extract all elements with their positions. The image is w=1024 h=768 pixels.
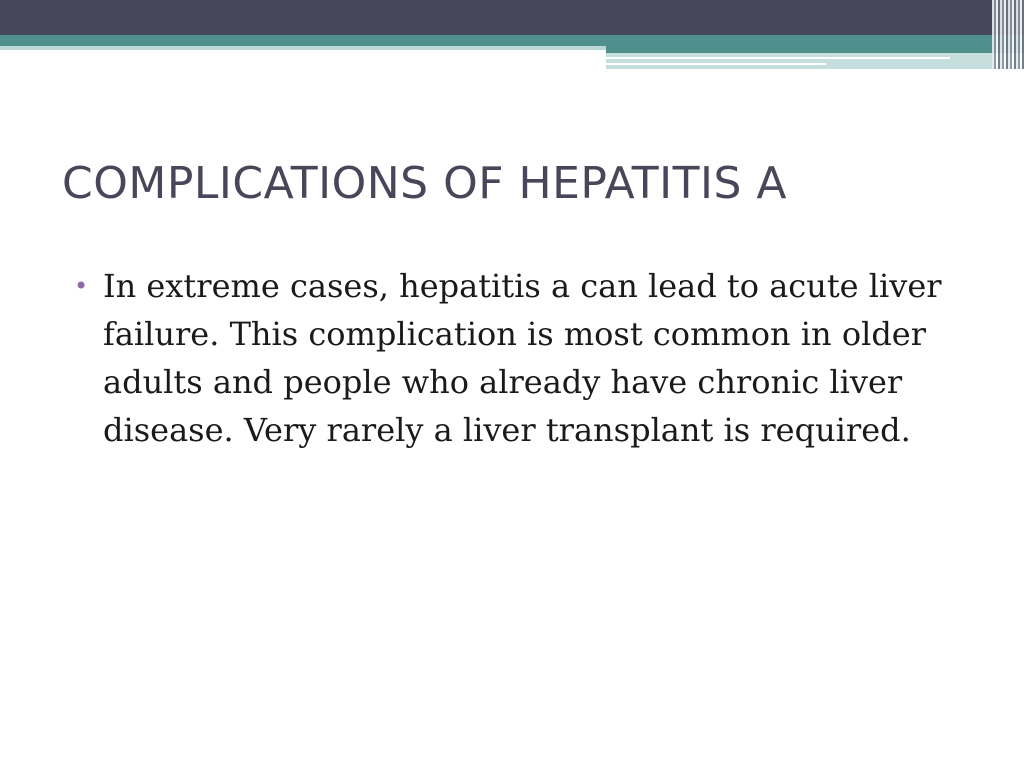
header-light-band — [0, 46, 606, 50]
header-dark-band — [0, 0, 1024, 35]
bullet-text: In extreme cases, hepatitis a can lead to acute liver failure. This complication is most common in older adults and people who already have chronic liver disease. Very rarely a liver transplant is required. — [103, 267, 942, 449]
bullet-item — [74, 262, 954, 454]
header-teal-right-band — [606, 46, 1024, 53]
header-pale-right-band — [606, 53, 1024, 69]
bullet-icon: • — [74, 272, 89, 300]
header-teal-band — [0, 35, 1024, 46]
header-accent-line — [606, 63, 826, 65]
header-stripes-decoration — [992, 0, 1024, 69]
header-accent-line — [606, 57, 950, 59]
slide-body — [74, 262, 954, 454]
slide-title: COMPLICATIONS OF HEPATITIS A — [62, 158, 788, 209]
